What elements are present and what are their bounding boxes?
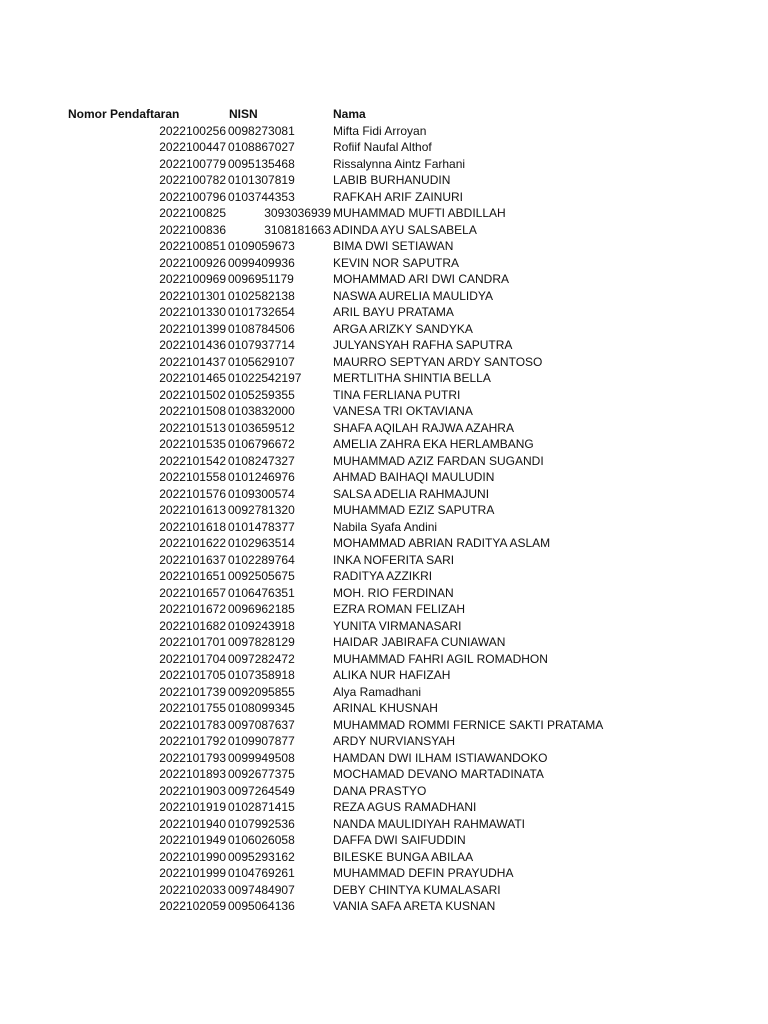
cell-nama: INKA NOFERITA SARI xyxy=(333,552,455,567)
cell-nomor-pendaftaran: 2022101513 xyxy=(159,420,226,435)
table-row xyxy=(0,205,768,222)
cell-nisn: 0092505675 xyxy=(228,569,295,583)
table-row xyxy=(0,799,768,816)
cell-nomor-pendaftaran: 2022102033 xyxy=(159,882,226,897)
cell-nisn: 0101732654 xyxy=(228,305,295,319)
table-row xyxy=(0,849,768,866)
cell-nomor-pendaftaran: 2022100256 xyxy=(159,123,226,138)
cell-nama: RADITYA AZZIKRI xyxy=(333,569,433,583)
cell-nama: MUHAMMAD AZIZ FARDAN SUGANDI xyxy=(333,453,544,468)
cell-nomor-pendaftaran: 2022101919 xyxy=(159,800,226,814)
cell-nisn: 0105259355 xyxy=(228,387,295,402)
cell-nama: MUHAMMAD FAHRI AGIL ROMADHON xyxy=(333,651,548,666)
table-row xyxy=(0,304,768,321)
cell-nisn: 3108181663 xyxy=(264,222,331,237)
cell-nisn: 0096951179 xyxy=(228,272,294,286)
cell-nama: SALSA ADELIA RAHMAJUNI xyxy=(333,486,490,501)
cell-nisn: 0106026058 xyxy=(228,833,295,847)
cell-nama: REZA AGUS RAMADHANI xyxy=(333,800,477,814)
cell-nisn: 0106476351 xyxy=(228,585,295,600)
cell-nisn: 0099949508 xyxy=(228,750,295,765)
cell-nomor-pendaftaran: 2022101330 xyxy=(159,305,226,319)
table-row xyxy=(0,535,768,552)
cell-nisn: 0102582138 xyxy=(228,288,295,303)
table-row xyxy=(0,172,768,189)
cell-nama: RAFKAH ARIF ZAINURI xyxy=(333,189,464,204)
cell-nisn: 0101246976 xyxy=(228,470,295,484)
cell-nomor-pendaftaran: 2022101651 xyxy=(159,569,226,583)
cell-nisn: 0108247327 xyxy=(228,453,295,468)
cell-nama: DEBY CHINTYA KUMALASARI xyxy=(333,882,501,897)
cell-nomor-pendaftaran: 2022101657 xyxy=(159,585,226,600)
cell-nomor-pendaftaran: 2022101949 xyxy=(159,833,226,847)
cell-nisn: 0092781320 xyxy=(228,503,295,517)
cell-nama: MAURRO SEPTYAN ARDY SANTOSO xyxy=(333,354,543,369)
cell-nama: MUHAMMAD MUFTI ABDILLAH xyxy=(333,206,506,220)
cell-nomor-pendaftaran: 2022101622 xyxy=(159,536,226,550)
cell-nomor-pendaftaran: 2022101637 xyxy=(159,552,226,567)
cell-nisn: 0095293162 xyxy=(228,849,295,864)
table-row xyxy=(0,783,768,800)
table-row xyxy=(0,156,768,173)
cell-nisn: 0096962185 xyxy=(228,602,295,616)
cell-nomor-pendaftaran: 2022100926 xyxy=(159,255,226,270)
cell-nama: MUHAMMAD EZIZ SAPUTRA xyxy=(333,503,495,517)
table-row xyxy=(0,865,768,882)
table-row xyxy=(0,321,768,338)
table-row xyxy=(0,552,768,569)
table-row xyxy=(0,717,768,734)
table-row xyxy=(0,651,768,668)
cell-nomor-pendaftaran: 2022101672 xyxy=(159,602,226,616)
cell-nomor-pendaftaran: 2022101542 xyxy=(159,453,226,468)
cell-nisn: 0103659512 xyxy=(228,420,295,435)
table-row xyxy=(0,601,768,618)
cell-nomor-pendaftaran: 2022101893 xyxy=(159,767,226,781)
cell-nama: YUNITA VIRMANASARI xyxy=(333,618,462,633)
cell-nisn: 0109059673 xyxy=(228,239,295,253)
cell-nama: MOHAMMAD ABRIAN RADITYA ASLAM xyxy=(333,536,551,550)
cell-nama: SHAFA AQILAH RAJWA AZAHRA xyxy=(333,420,514,435)
table-row xyxy=(0,123,768,140)
cell-nama: DANA PRASTYO xyxy=(333,783,427,798)
cell-nama: ARIL BAYU PRATAMA xyxy=(333,305,454,319)
cell-nomor-pendaftaran: 2022101618 xyxy=(159,519,226,534)
cell-nisn: 0108867027 xyxy=(228,140,295,154)
cell-nomor-pendaftaran: 2022101613 xyxy=(159,503,226,517)
cell-nama: KEVIN NOR SAPUTRA xyxy=(333,255,460,270)
cell-nisn: 0097282472 xyxy=(228,651,295,666)
table-row xyxy=(0,618,768,635)
table-row xyxy=(0,403,768,420)
cell-nomor-pendaftaran: 2022100796 xyxy=(159,189,226,204)
header-nama: Nama xyxy=(333,107,366,121)
cell-nomor-pendaftaran: 2022101999 xyxy=(159,866,226,880)
cell-nomor-pendaftaran: 2022100836 xyxy=(159,222,226,237)
cell-nisn: 0101478377 xyxy=(228,519,295,534)
cell-nomor-pendaftaran: 2022101535 xyxy=(159,437,226,451)
cell-nama: TINA FERLIANA PUTRI xyxy=(333,387,461,402)
cell-nomor-pendaftaran: 2022101701 xyxy=(159,635,226,649)
cell-nisn: 0103832000 xyxy=(228,404,295,418)
cell-nisn: 0095135468 xyxy=(228,156,295,171)
cell-nomor-pendaftaran: 2022102059 xyxy=(159,899,226,913)
cell-nama: MOHAMMAD ARI DWI CANDRA xyxy=(333,272,510,286)
table-row xyxy=(0,733,768,750)
cell-nomor-pendaftaran: 2022100969 xyxy=(159,272,226,286)
table-row xyxy=(0,139,768,156)
table-row xyxy=(0,486,768,503)
cell-nomor-pendaftaran: 2022101399 xyxy=(159,321,226,336)
cell-nisn: 0102871415 xyxy=(228,800,295,814)
cell-nama: BILESKE BUNGA ABILAA xyxy=(333,849,474,864)
table-row xyxy=(0,832,768,849)
cell-nomor-pendaftaran: 2022100447 xyxy=(159,140,226,154)
cell-nama: ARGA ARIZKY SANDYKA xyxy=(333,321,473,336)
cell-nama: Alya Ramadhani xyxy=(333,684,422,699)
cell-nama: MOH. RIO FERDINAN xyxy=(333,585,454,600)
table-header-row xyxy=(0,106,768,123)
cell-nomor-pendaftaran: 2022101792 xyxy=(159,734,226,748)
table-row xyxy=(0,238,768,255)
table-row xyxy=(0,502,768,519)
cell-nisn: 0108099345 xyxy=(228,701,295,715)
table-row xyxy=(0,387,768,404)
cell-nomor-pendaftaran: 2022101558 xyxy=(159,470,226,484)
cell-nisn: 0105629107 xyxy=(228,354,295,369)
cell-nama: AMELIA ZAHRA EKA HERLAMBANG xyxy=(333,437,534,451)
table-row xyxy=(0,222,768,239)
cell-nisn: 0097484907 xyxy=(228,882,295,897)
table-row xyxy=(0,354,768,371)
cell-nisn: 0107992536 xyxy=(228,816,295,831)
cell-nisn: 0102289764 xyxy=(228,552,295,567)
cell-nama: ARINAL KHUSNAH xyxy=(333,701,438,715)
cell-nama: MERTLITHA SHINTIA BELLA xyxy=(333,371,491,385)
table-row xyxy=(0,453,768,470)
cell-nisn: 0097828129 xyxy=(228,635,295,649)
cell-nisn: 01022542197 xyxy=(228,371,302,385)
table-row xyxy=(0,700,768,717)
table-row xyxy=(0,684,768,701)
table-row xyxy=(0,750,768,767)
cell-nomor-pendaftaran: 2022101508 xyxy=(159,404,226,418)
cell-nama: HAIDAR JABIRAFA CUNIAWAN xyxy=(333,635,506,649)
cell-nama: JULYANSYAH RAFHA SAPUTRA xyxy=(333,338,513,352)
cell-nama: EZRA ROMAN FELIZAH xyxy=(333,602,466,616)
student-registration-table xyxy=(0,106,768,915)
cell-nisn: 0102963514 xyxy=(228,536,295,550)
cell-nisn: 0092095855 xyxy=(228,684,295,699)
cell-nisn: 0108784506 xyxy=(228,321,295,336)
cell-nisn: 0097264549 xyxy=(228,783,295,798)
cell-nisn: 0097087637 xyxy=(228,717,295,732)
cell-nomor-pendaftaran: 2022100851 xyxy=(159,239,226,253)
cell-nomor-pendaftaran: 2022101739 xyxy=(159,684,226,699)
cell-nomor-pendaftaran: 2022101705 xyxy=(159,668,226,682)
cell-nomor-pendaftaran: 2022101704 xyxy=(159,651,226,666)
cell-nomor-pendaftaran: 2022101502 xyxy=(159,387,226,402)
cell-nisn: 0101307819 xyxy=(228,173,295,187)
table-row xyxy=(0,255,768,272)
cell-nomor-pendaftaran: 2022101682 xyxy=(159,618,226,633)
cell-nama: Rofiif Naufal Althof xyxy=(333,140,432,154)
table-row xyxy=(0,420,768,437)
cell-nomor-pendaftaran: 2022101783 xyxy=(159,717,226,732)
table-row xyxy=(0,469,768,486)
cell-nisn: 0104769261 xyxy=(228,866,295,880)
cell-nomor-pendaftaran: 2022101465 xyxy=(159,371,226,385)
cell-nisn: 0106796672 xyxy=(228,437,295,451)
cell-nisn: 0109907877 xyxy=(228,734,295,748)
cell-nama: VANIA SAFA ARETA KUSNAN xyxy=(333,899,496,913)
cell-nama: Mifta Fidi Arroyan xyxy=(333,123,427,138)
header-nisn: NISN xyxy=(229,107,258,121)
cell-nomor-pendaftaran: 2022101436 xyxy=(159,338,226,352)
cell-nama: VANESA TRI OKTAVIANA xyxy=(333,404,473,418)
table-row xyxy=(0,288,768,305)
cell-nisn: 0107358918 xyxy=(228,668,295,682)
cell-nomor-pendaftaran: 2022101437 xyxy=(159,354,226,369)
table-row xyxy=(0,337,768,354)
header-nomor-pendaftaran: Nomor Pendaftaran xyxy=(68,107,180,121)
cell-nisn: 0109243918 xyxy=(228,618,295,633)
cell-nama: HAMDAN DWI ILHAM ISTIAWANDOKO xyxy=(333,750,548,765)
table-row xyxy=(0,189,768,206)
cell-nama: ALIKA NUR HAFIZAH xyxy=(333,668,451,682)
cell-nama: LABIB BURHANUDIN xyxy=(333,173,451,187)
cell-nomor-pendaftaran: 2022101793 xyxy=(159,750,226,765)
cell-nisn: 0098273081 xyxy=(228,123,295,138)
cell-nomor-pendaftaran: 2022101576 xyxy=(159,486,226,501)
cell-nama: MUHAMMAD ROMMI FERNICE SAKTI PRATAMA xyxy=(333,717,604,732)
cell-nomor-pendaftaran: 2022101940 xyxy=(159,816,226,831)
cell-nomor-pendaftaran: 2022101903 xyxy=(159,783,226,798)
cell-nama: MOCHAMAD DEVANO MARTADINATA xyxy=(333,767,544,781)
cell-nama: ADINDA AYU SALSABELA xyxy=(333,222,477,237)
cell-nama: DAFFA DWI SAIFUDDIN xyxy=(333,833,466,847)
cell-nama: Nabila Syafa Andini xyxy=(333,519,438,534)
cell-nomor-pendaftaran: 2022100779 xyxy=(159,156,226,171)
cell-nomor-pendaftaran: 2022100782 xyxy=(159,173,226,187)
cell-nama: MUHAMMAD DEFIN PRAYUDHA xyxy=(333,866,514,880)
table-row xyxy=(0,882,768,899)
table-body xyxy=(0,123,768,915)
cell-nisn: 0092677375 xyxy=(228,767,295,781)
cell-nama: NANDA MAULIDIYAH RAHMAWATI xyxy=(333,816,526,831)
cell-nisn: 0107937714 xyxy=(228,338,295,352)
cell-nisn: 0095064136 xyxy=(228,899,295,913)
cell-nomor-pendaftaran: 2022100825 xyxy=(159,206,226,220)
cell-nama: ARDY NURVIANSYAH xyxy=(333,734,456,748)
table-row xyxy=(0,766,768,783)
cell-nama: Rissalynna Aintz Farhani xyxy=(333,156,466,171)
cell-nisn: 0109300574 xyxy=(228,486,295,501)
table-row xyxy=(0,816,768,833)
table-row xyxy=(0,585,768,602)
table-row xyxy=(0,436,768,453)
cell-nomor-pendaftaran: 2022101990 xyxy=(159,849,226,864)
cell-nisn: 0103744353 xyxy=(228,189,295,204)
cell-nama: NASWA AURELIA MAULIDYA xyxy=(333,288,494,303)
cell-nama: AHMAD BAIHAQI MAULUDIN xyxy=(333,470,495,484)
table-row xyxy=(0,271,768,288)
table-row xyxy=(0,519,768,536)
table-row xyxy=(0,667,768,684)
table-row xyxy=(0,370,768,387)
cell-nomor-pendaftaran: 2022101301 xyxy=(159,288,226,303)
cell-nisn: 3093036939 xyxy=(264,206,331,220)
table-row xyxy=(0,634,768,651)
cell-nisn: 0099409936 xyxy=(228,255,295,270)
cell-nama: BIMA DWI SETIAWAN xyxy=(333,239,454,253)
table-row xyxy=(0,898,768,915)
table-row xyxy=(0,568,768,585)
cell-nomor-pendaftaran: 2022101755 xyxy=(159,701,226,715)
